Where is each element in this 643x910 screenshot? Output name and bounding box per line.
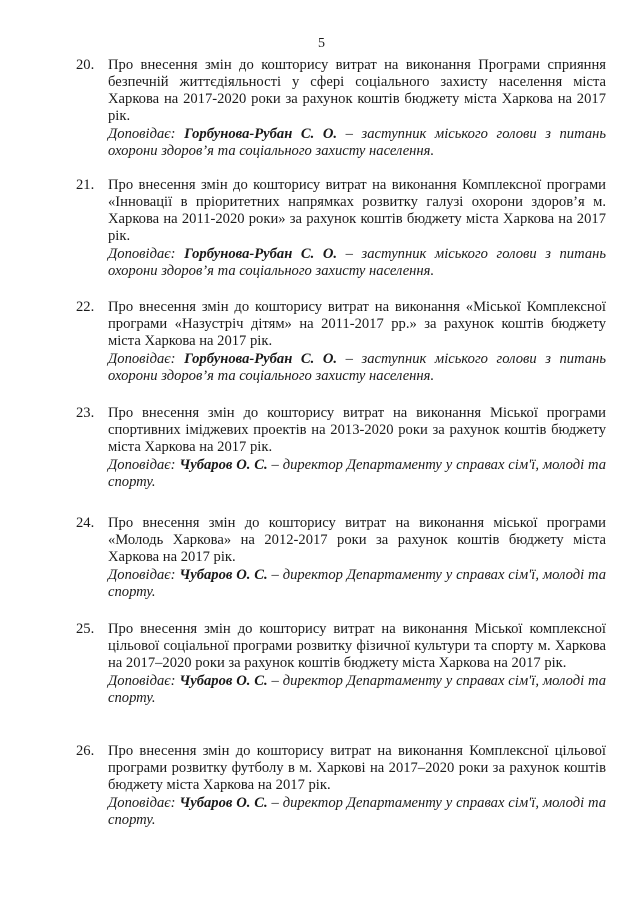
item-number: 22. — [76, 299, 95, 315]
speaker-label: Доповідає: — [108, 795, 176, 811]
item-title: Про внесення змін до кошторису витрат на виконання міської програми «Молодь Харкова» на 2012-2017 роки за рахунок коштів бюджету міста Харкова на 2017 рік. — [108, 515, 606, 565]
agenda-item — [76, 177, 606, 299]
item-speaker — [108, 567, 606, 601]
item-speaker — [108, 457, 606, 491]
item-title: Про внесення змін до кошторису витрат на виконання «Міської Комплексної програми «Назустріч дітям» на 2011-2017 рр.» за рахунок коштів бюджету міста Харкова на 2017 рік. — [108, 299, 606, 349]
item-number: 23. — [76, 405, 95, 421]
item-number: 26. — [76, 743, 95, 759]
speaker-label: Доповідає: — [108, 351, 176, 367]
speaker-label: Доповідає: — [108, 246, 176, 262]
agenda-item — [76, 621, 606, 743]
speaker-role: – директор Департаменту у справах сім'ї, молоді та спорту. — [108, 457, 607, 490]
item-number: 24. — [76, 515, 95, 531]
speaker-label: Доповідає: — [108, 457, 176, 473]
item-title: Про внесення змін до кошторису витрат на виконання Міської комплексної цільової соціальної програми розвитку фізичної культури та спорту м. Харкова на 2017–2020 роки за рахунок коштів бюджету міста Харкова на 2017 рік. — [108, 621, 606, 671]
speaker-role: – заступник міського голови з питань охорони здоров’я та соціального захисту населення. — [108, 351, 606, 384]
speaker-label: Доповідає: — [108, 567, 176, 583]
item-content — [108, 621, 606, 707]
agenda-item — [76, 405, 606, 515]
item-content — [108, 299, 606, 385]
speaker-name: Горбунова-Рубан С. О. — [184, 246, 338, 262]
item-number: 25. — [76, 621, 95, 637]
item-content — [108, 405, 606, 491]
speaker-role: – директор Департаменту у справах сім'ї, молоді та спорту. — [108, 795, 607, 828]
speaker-label: Доповідає: — [108, 126, 176, 142]
item-content — [108, 743, 606, 829]
item-content — [108, 515, 606, 601]
speaker-role: – заступник міського голови з питань охорони здоров’я та соціального захисту населення. — [108, 246, 606, 279]
agenda-item — [76, 743, 606, 843]
item-number: 20. — [76, 57, 95, 73]
speaker-name: Чубаров О. С. — [179, 457, 268, 473]
speaker-name: Горбунова-Рубан С. О. — [184, 126, 338, 142]
item-speaker — [108, 673, 606, 707]
item-speaker — [108, 126, 606, 160]
agenda-item — [76, 299, 606, 405]
item-title: Про внесення змін до кошторису витрат на виконання Комплексної цільової програми розвитку футболу в м. Харкові на 2017–2020 роки за рахунок коштів бюджету міста Харкова на 2017 рік. — [108, 743, 606, 793]
speaker-label: Доповідає: — [108, 673, 176, 689]
agenda-item — [76, 57, 606, 177]
item-title: Про внесення змін до кошторису витрат на виконання Комплексної програми «Інновації в пріоритетних напрямках розвитку галузі охорони здоров’я м. Харкова на 2011-2020 роки» за рахунок коштів бюджету міста Харкова на 2017 рік. — [108, 177, 606, 244]
speaker-role: – директор Департаменту у справах сім'ї, молоді та спорту. — [108, 673, 607, 706]
item-content — [108, 57, 606, 160]
item-speaker — [108, 795, 606, 829]
agenda-item — [76, 515, 606, 621]
item-title: Про внесення змін до кошторису витрат на виконання Міської програми спортивних іміджевих проектів на 2013-2020 роки за рахунок коштів бюджету міста Харкова на 2017 рік. — [108, 405, 606, 455]
item-speaker — [108, 351, 606, 385]
item-content — [108, 177, 606, 280]
item-speaker — [108, 246, 606, 280]
agenda-list — [76, 57, 606, 843]
speaker-name: Чубаров О. С. — [179, 795, 268, 811]
speaker-role: – заступник міського голови з питань охорони здоров’я та соціального захисту населення. — [108, 126, 606, 159]
speaker-name: Чубаров О. С. — [179, 673, 268, 689]
item-number: 21. — [76, 177, 95, 193]
item-title: Про внесення змін до кошторису витрат на виконання Програми сприяння безпечній життєдіяльності у сфері соціального захисту населення міста Харкова на 2017-2020 роки за рахунок коштів бюджету міста Харкова на 2017 рік. — [108, 57, 606, 124]
speaker-name: Горбунова-Рубан С. О. — [184, 351, 338, 367]
speaker-role: – директор Департаменту у справах сім'ї, молоді та спорту. — [108, 567, 607, 600]
speaker-name: Чубаров О. С. — [179, 567, 268, 583]
page-number: 5 — [318, 36, 325, 51]
